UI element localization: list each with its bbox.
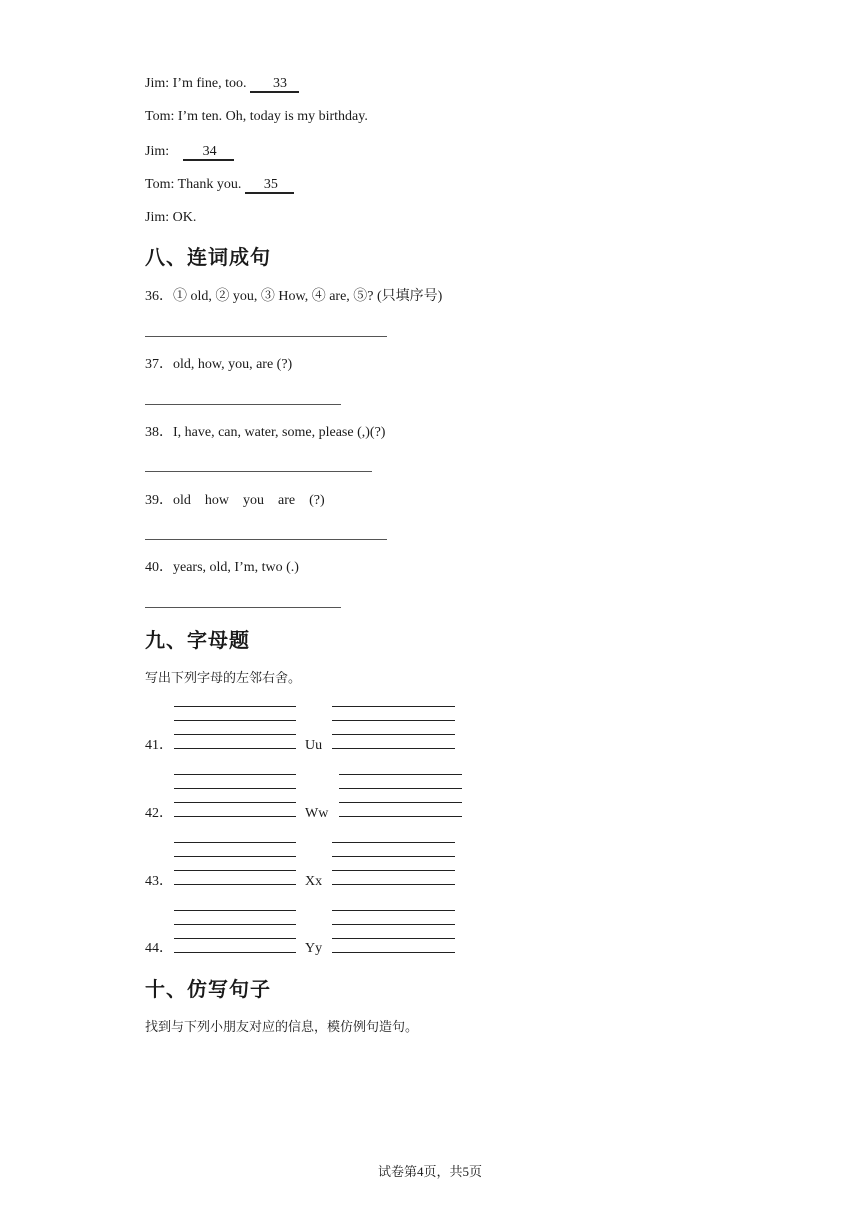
question-text: 36．① old, ② you, ③ How, ④ are, ⑤? (只填序号) (145, 289, 443, 304)
letter-label: Yy (305, 941, 323, 956)
letter-label: Uu (305, 738, 323, 753)
writing-line[interactable] (174, 788, 296, 789)
item-number: 44． (145, 941, 173, 956)
writing-line[interactable] (332, 924, 455, 925)
answer-blank: 33 (250, 76, 299, 93)
instruction-text: 写出下列字母的左邻右舍。 (145, 671, 302, 686)
section-heading: 十、仿写句子 (145, 977, 271, 1001)
writing-line[interactable] (332, 952, 455, 953)
item-number: 43． (145, 874, 173, 889)
section-heading: 八、连词成句 (145, 245, 271, 269)
dialogue-text: Tom: I’m ten. Oh, today is my birthday. (145, 109, 368, 124)
writing-line[interactable] (174, 720, 296, 721)
writing-line[interactable] (332, 910, 455, 911)
answer-line[interactable] (145, 539, 387, 540)
writing-line[interactable] (174, 952, 296, 953)
writing-line[interactable] (339, 788, 462, 789)
answer-line[interactable] (145, 607, 341, 608)
writing-line[interactable] (332, 856, 455, 857)
writing-line[interactable] (174, 884, 296, 885)
writing-line[interactable] (332, 748, 455, 749)
writing-line[interactable] (339, 816, 462, 817)
writing-line[interactable] (339, 802, 462, 803)
dialogue-text: Jim: (145, 144, 173, 159)
question-text: 37．old, how, you, are (?) (145, 357, 293, 372)
writing-line[interactable] (174, 938, 296, 939)
answer-line[interactable] (145, 336, 387, 337)
dialogue-text: Jim: I’m fine, too. (145, 76, 250, 91)
dialogue-line (145, 176, 294, 194)
dialogue-text: Tom: Thank you. (145, 177, 245, 192)
item-number: 42． (145, 806, 173, 821)
answer-line[interactable] (145, 404, 341, 405)
writing-line[interactable] (332, 842, 455, 843)
answer-line[interactable] (145, 471, 372, 472)
letter-label: Xx (305, 874, 323, 889)
writing-line[interactable] (332, 938, 455, 939)
dialogue-line (145, 143, 234, 161)
dialogue-line (145, 75, 299, 93)
question-text: 40．years, old, I’m, two (.) (145, 560, 299, 575)
question-text: 38．I, have, can, water, some, please (,)(?) (145, 425, 386, 440)
page-footer: 试卷第4页，共5页 (377, 1164, 482, 1179)
writing-line[interactable] (174, 910, 296, 911)
item-number: 41． (145, 738, 173, 753)
writing-line[interactable] (332, 884, 455, 885)
writing-line[interactable] (332, 706, 455, 707)
section-heading: 九、字母题 (145, 628, 250, 652)
instruction-text: 找到与下列小朋友对应的信息，模仿例句造句。 (145, 1020, 419, 1035)
writing-line[interactable] (174, 842, 296, 843)
writing-line[interactable] (332, 720, 455, 721)
dialogue-line (145, 108, 368, 126)
question-text: 39．old how you are (?) (145, 493, 325, 508)
writing-line[interactable] (339, 774, 462, 775)
answer-blank: 35 (245, 177, 294, 194)
letter-label: Ww (305, 806, 329, 821)
writing-line[interactable] (174, 856, 296, 857)
writing-line[interactable] (174, 870, 296, 871)
writing-line[interactable] (174, 706, 296, 707)
writing-line[interactable] (174, 748, 296, 749)
writing-line[interactable] (332, 734, 455, 735)
answer-blank: 34 (183, 144, 234, 161)
writing-line[interactable] (174, 802, 296, 803)
writing-line[interactable] (332, 870, 455, 871)
dialogue-text: Jim: OK. (145, 210, 197, 225)
dialogue-line (145, 209, 196, 227)
writing-line[interactable] (174, 924, 296, 925)
writing-line[interactable] (174, 774, 296, 775)
writing-line[interactable] (174, 816, 296, 817)
writing-line[interactable] (174, 734, 296, 735)
